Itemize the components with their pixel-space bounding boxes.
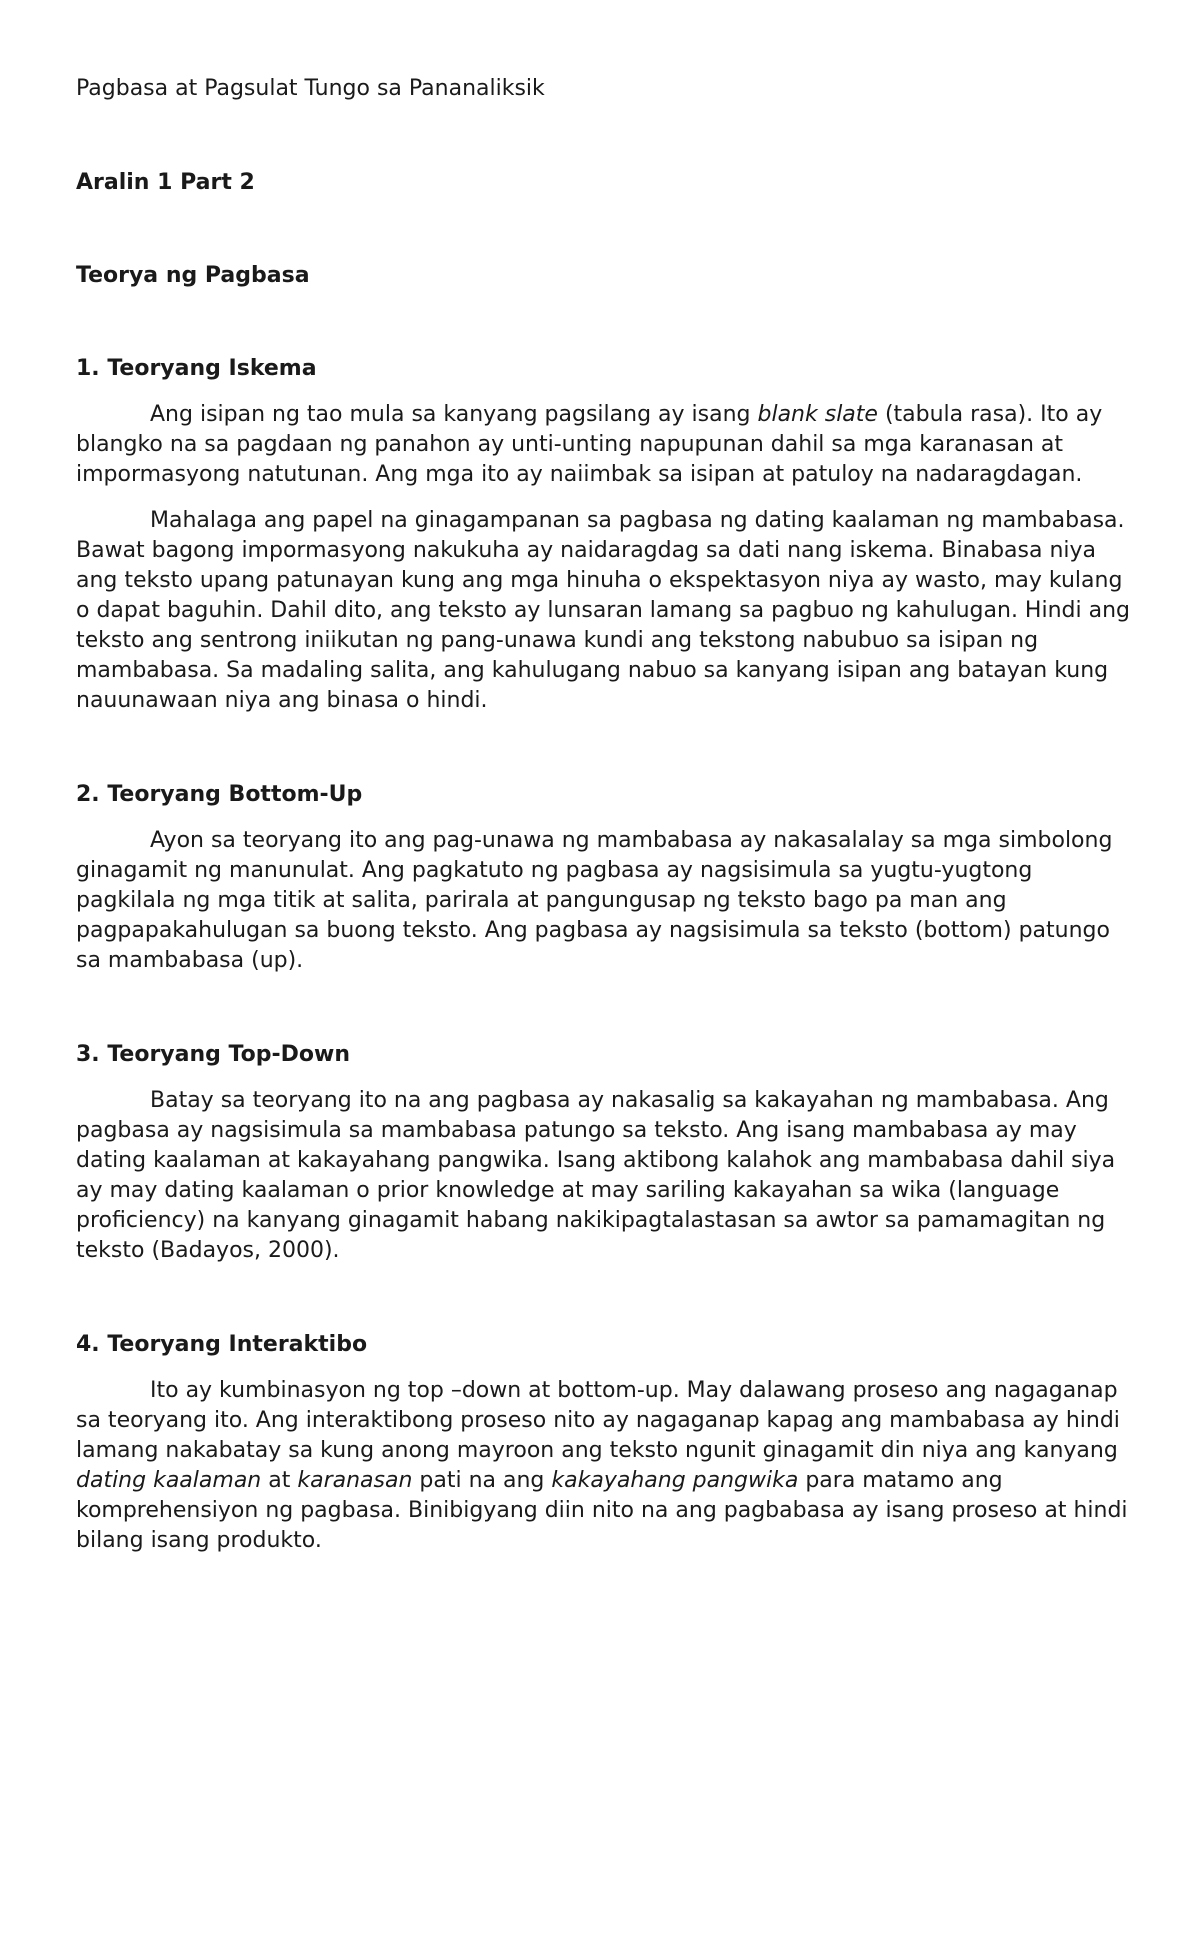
section-heading: 4. Teoryang Interaktibo	[76, 1332, 368, 1357]
text-run: pati na ang	[412, 1468, 552, 1493]
text-run: at	[261, 1468, 298, 1493]
italic-text: kakayahang pangwika	[551, 1468, 799, 1493]
italic-text: blank slate	[757, 402, 878, 427]
paragraph: Batay sa teoryang ito na ang pagbasa ay nakasalig sa kakayahan ng mambabasa. Ang pagbasa ay nagsisimula sa mambabasa patungo sa teksto. Ang isang mambabasa ay may dating kaalaman at kakayahang pangwika. Isang aktibong kalahok ang mambabasa dahil siya ay may dating kaalaman o prior knowledge at may sariling kakayahan sa wika (language proficiency) na kanyang ginagamit habang nakikipagtalastasan sa awtor sa pamamagitan ng teksto (Badayos, 2000).	[76, 1088, 1116, 1263]
section-teoryang-top-down	[76, 1040, 1136, 1266]
text-run: (tabula rasa). Ito ay blangko na sa pagdaan ng panahon ay unti-unting napupunan dahil sa mga karanasan at impormasyong natutunan. Ang mga ito ay naiimbak sa isipan at patuloy na nadaragdagan.	[76, 402, 1103, 487]
section-teoryang-interaktibo	[76, 1330, 1136, 1556]
text-run: para matamo ang komprehensiyon ng pagbasa. Binibigyang diin nito na ang pagbabasa ay isang proseso at hindi bilang isang produkto.	[76, 1468, 1128, 1553]
section-teoryang-iskema	[76, 354, 1136, 716]
text-run: Ito ay kumbinasyon ng top –down at bottom-up. May dalawang proseso ang nagaganap sa teoryang ito. Ang interaktibong proseso nito ay nagaganap kapag ang mambabasa ay hindi lamang nakabatay sa kung anong mayroon ang teksto ngunit ginagamit din niya ang kanyang	[76, 1378, 1120, 1463]
paragraph	[76, 400, 1136, 490]
paragraph: Mahalaga ang papel na ginagampanan sa pagbasa ng dating kaalaman ng mambabasa. Bawat bagong impormasyong nakukuha ay naidaragdag sa dati nang iskema. Binabasa niya ang teksto upang patunayan kung ang mga hinuha o ekspektasyon niya ay wasto, may kulang o dapat baguhin. Dahil dito, ang teksto ay lunsaran lamang sa pagbuo ng kahulugan. Hindi ang teksto ang sentrong iniikutan ng pang-unawa kundi ang tekstong nabubuo sa isipan ng mambabasa. Sa madaling salita, ang kahulugang nabuo sa kanyang isipan ang batayan kung nauunawaan niya ang binasa o hindi.	[76, 508, 1130, 713]
paragraph: Ayon sa teoryang ito ang pag-unawa ng mambabasa ay nakasalalay sa mga simbolong ginagamit ng manunulat. Ang pagkatuto ng pagbasa ay nagsisimula sa yugtu-yugtong pagkilala ng mga titik at salita, parirala at pangungusap ng teksto bago pa man ang pagpapakahulugan sa buong teksto. Ang pagbasa ay nagsisimula sa teksto (bottom) patungo sa mambabasa (up).	[76, 828, 1113, 973]
section-title: Teorya ng Pagbasa	[76, 263, 310, 288]
section-heading: 2. Teoryang Bottom-Up	[76, 782, 363, 807]
text-run: Ang isipan ng tao mula sa kanyang pagsilang ay isang	[150, 402, 758, 427]
paragraph	[76, 1376, 1136, 1556]
course-title: Pagbasa at Pagsulat Tungo sa Pananaliksik	[76, 76, 545, 101]
document-page	[76, 74, 1136, 1556]
italic-text: karanasan	[297, 1468, 413, 1493]
section-heading: 3. Teoryang Top-Down	[76, 1042, 350, 1067]
section-heading: 1. Teoryang Iskema	[76, 356, 317, 381]
lesson-title: Aralin 1 Part 2	[76, 170, 255, 195]
section-teoryang-bottom-up	[76, 780, 1136, 976]
italic-text: dating kaalaman	[76, 1468, 262, 1493]
